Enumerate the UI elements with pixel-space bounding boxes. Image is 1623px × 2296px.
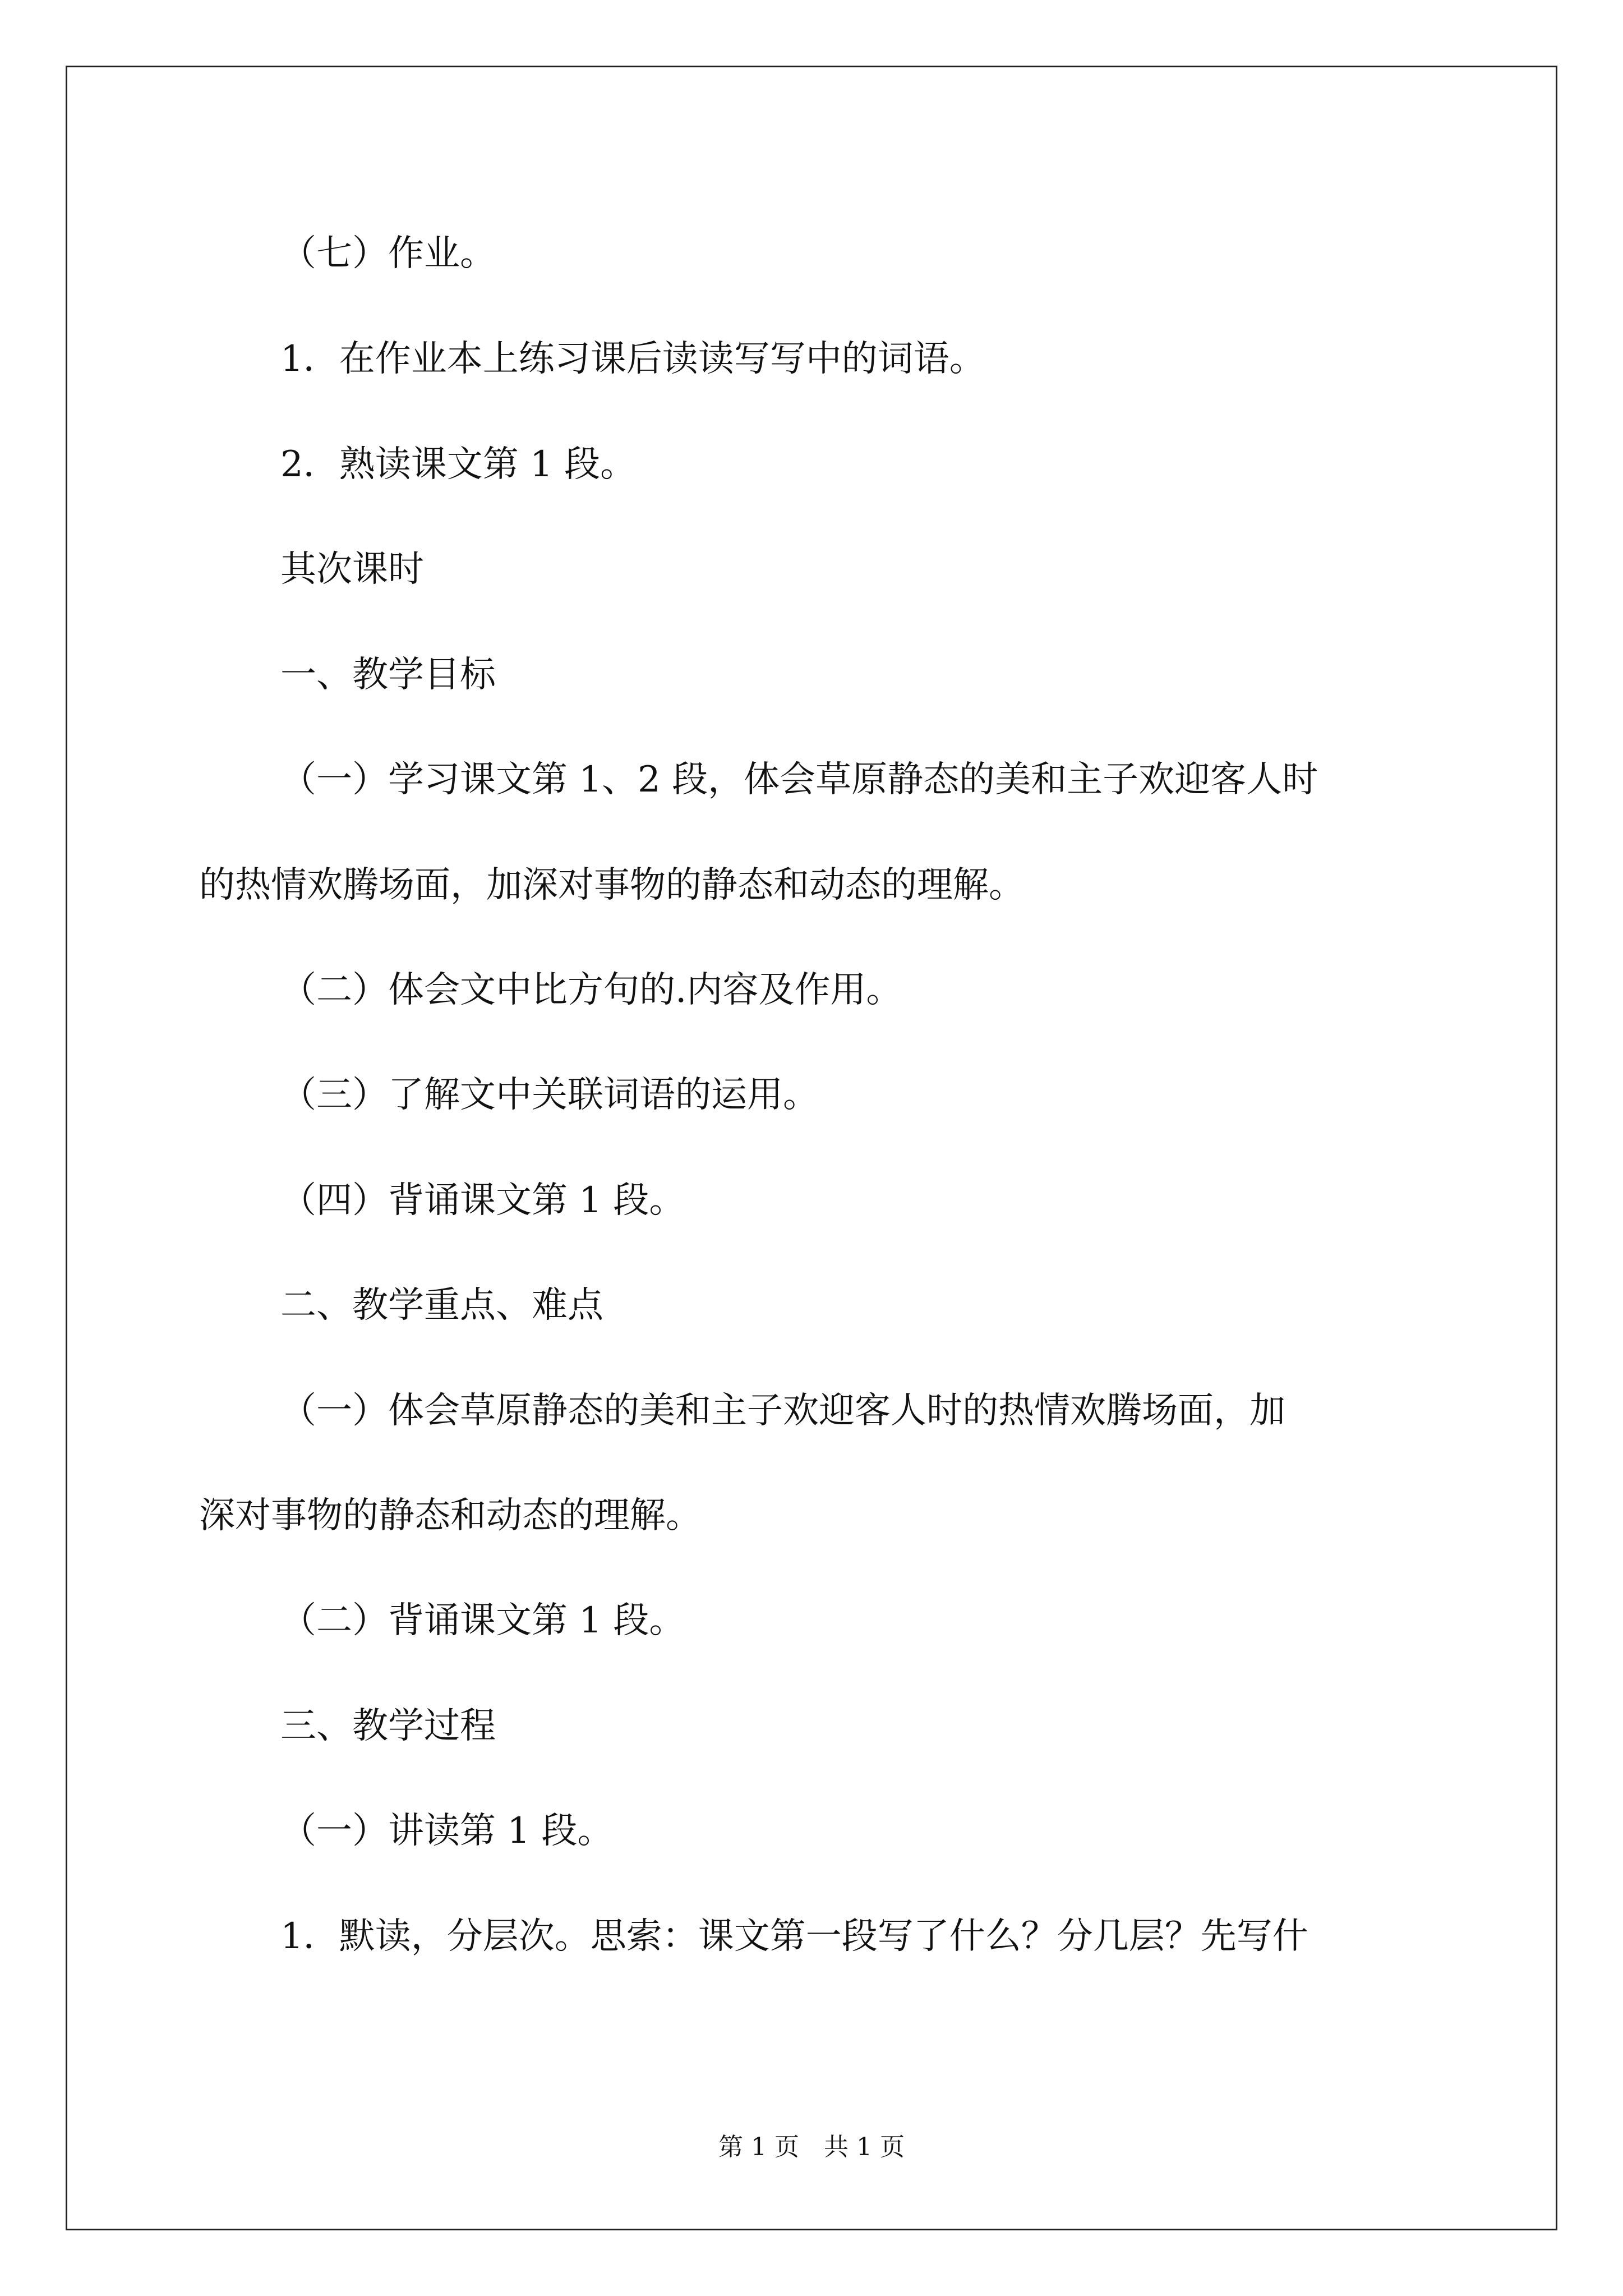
page-border [66, 66, 1557, 2230]
paragraph: 深对事物的静态和动态的理解。 [199, 1495, 702, 1536]
page-footer: 第 1 页 共 1 页 [718, 2133, 905, 2161]
paragraph: （一）讲读第 1 段。 [280, 1810, 614, 1852]
paragraph: 一、教学目标 [280, 654, 496, 696]
paragraph: 其次课时 [280, 549, 424, 590]
paragraph: （一）体会草原静态的美和主子欢迎客人时的热情欢腾场面，加 [280, 1390, 1285, 1432]
paragraph: （二）背诵课文第 1 段。 [280, 1600, 685, 1641]
paragraph: （三）了解文中关联词语的运用。 [280, 1074, 819, 1116]
paragraph: （二）体会文中比方句的.内容及作用。 [280, 969, 902, 1011]
paragraph: 1．在作业本上练习课后读读写写中的词语。 [280, 338, 985, 380]
paragraph: 的热情欢腾场面，加深对事物的静态和动态的理解。 [199, 864, 1025, 906]
paragraph: 2．熟读课文第 1 段。 [280, 444, 637, 485]
paragraph: 1．默读，分层次。思索：课文第一段写了什么？分几层？先写什 [280, 1916, 1308, 1957]
paragraph: 三、教学过程 [280, 1705, 496, 1747]
paragraph: 二、教学重点、难点 [280, 1285, 603, 1326]
paragraph: （一）学习课文第 1、2 段，体会草原静态的美和主子欢迎客人时 [280, 759, 1318, 800]
paragraph: （四）背诵课文第 1 段。 [280, 1180, 685, 1221]
paragraph: （七）作业。 [280, 233, 496, 274]
